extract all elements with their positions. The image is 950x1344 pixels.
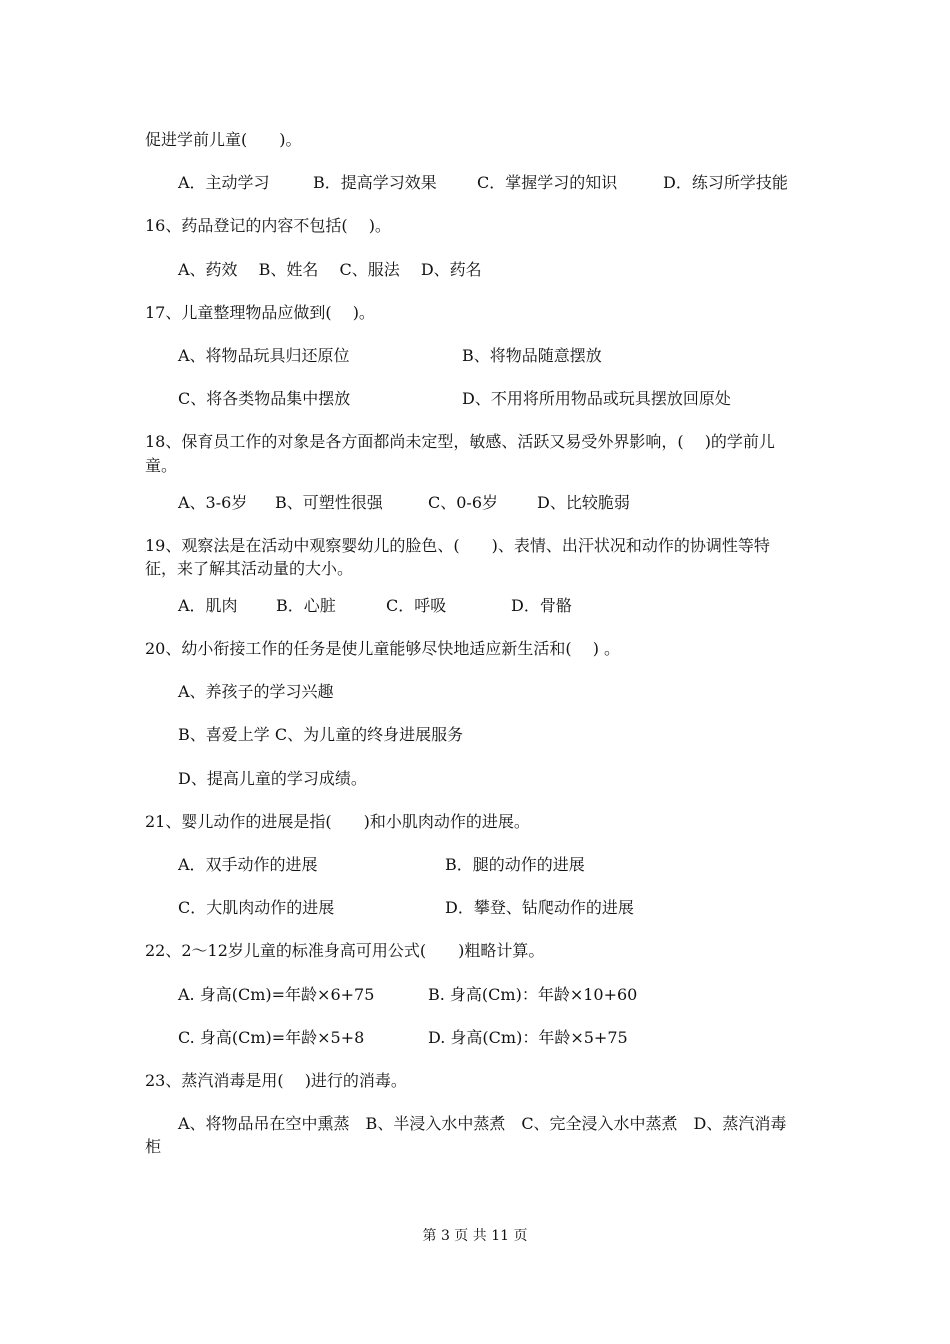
question-23 bbox=[145, 1059, 815, 1102]
question-16-options bbox=[145, 248, 815, 291]
question-21 bbox=[145, 800, 815, 843]
question-21-options-row-1 bbox=[145, 843, 815, 886]
question-text: 21、婴儿动作的进展是指( )和小肌肉动作的进展。 bbox=[145, 811, 530, 831]
options-text: D、提高儿童的学习成绩。 bbox=[178, 768, 367, 788]
option-d: D、不用将所用物品或玩具摆放回原处 bbox=[462, 389, 731, 409]
option-a: A、将物品玩具归还原位 bbox=[178, 345, 350, 365]
question-18-options bbox=[145, 481, 815, 524]
option-b: B．心脏 bbox=[276, 595, 336, 615]
question-21-options-row-2 bbox=[145, 886, 815, 929]
option-c: C．掌握学习的知识 bbox=[477, 173, 618, 193]
options-text: A、药效 B、姓名 C、服法 D、药名 bbox=[178, 259, 482, 279]
options-text: A、将物品吊在空中熏蒸 B、半浸入水中蒸煮 C、完全浸入水中蒸煮 D、蒸汽消毒 bbox=[178, 1114, 787, 1134]
option-c: C．呼吸 bbox=[386, 595, 447, 615]
question-20-option-d bbox=[145, 757, 815, 800]
options-text: A、养孩子的学习兴趣 bbox=[178, 682, 334, 702]
question-text: 17、儿童整理物品应做到( )。 bbox=[145, 302, 375, 322]
question-18-wrap bbox=[145, 451, 815, 481]
question-19-options bbox=[145, 584, 815, 627]
question-19-wrap bbox=[145, 554, 815, 584]
question-text: 20、幼小衔接工作的任务是使儿童能够尽快地适应新生活和( ) 。 bbox=[145, 639, 621, 659]
question-text: 促进学前儿童( )。 bbox=[145, 130, 302, 149]
option-a: A．肌肉 bbox=[178, 595, 238, 615]
option-a: A. 身高(Cm)=年龄×6+75 bbox=[178, 984, 375, 1004]
option-d: D. 身高(Cm)：年龄×5+75 bbox=[428, 1027, 628, 1047]
question-15-options bbox=[145, 161, 815, 204]
page-footer: 第 3 页 共 11 页 bbox=[422, 1228, 528, 1244]
option-d: D．攀登、钻爬动作的进展 bbox=[445, 898, 634, 918]
option-c: C．大肌肉动作的进展 bbox=[178, 898, 335, 918]
option-b: B、将物品随意摆放 bbox=[462, 345, 602, 365]
question-20-option-bc bbox=[145, 713, 815, 756]
question-23-wrap bbox=[145, 1132, 815, 1162]
option-c: C、0-6岁 bbox=[428, 492, 499, 512]
option-a: A、3-6岁 bbox=[178, 492, 248, 512]
option-d: D、比较脆弱 bbox=[537, 492, 630, 512]
options-text: 柜 bbox=[145, 1137, 162, 1157]
options-text: B、喜爱上学 C、为儿童的终身进展服务 bbox=[178, 725, 464, 745]
question-15-continuation bbox=[145, 118, 815, 161]
option-a: A．双手动作的进展 bbox=[178, 855, 318, 874]
question-20-option-a bbox=[145, 670, 815, 713]
question-text: 22、2～12岁儿童的标准身高可用公式( )粗略计算。 bbox=[145, 941, 545, 961]
option-d: D．骨骼 bbox=[511, 595, 572, 615]
question-text: 23、蒸汽消毒是用( )进行的消毒。 bbox=[145, 1070, 407, 1090]
question-text: 征，来了解其活动量的大小。 bbox=[145, 558, 354, 578]
question-text: 18、保育员工作的对象是各方面都尚未定型，敏感、活跃又易受外界影响，( )的学前儿 bbox=[145, 432, 775, 452]
option-b: B、可塑性很强 bbox=[275, 492, 383, 512]
question-20 bbox=[145, 627, 815, 670]
question-text: 19、观察法是在活动中观察婴幼儿的脸色、( )、表情、出汗状况和动作的协调性等特 bbox=[145, 535, 770, 555]
question-16 bbox=[145, 204, 815, 247]
option-c: C. 身高(Cm)=年龄×5+8 bbox=[178, 1027, 365, 1047]
question-text: 16、药品登记的内容不包括( )。 bbox=[145, 216, 391, 236]
option-b: B．提高学习效果 bbox=[313, 173, 437, 193]
question-17-options-row-2 bbox=[145, 377, 815, 420]
question-22-options-row-1 bbox=[145, 973, 815, 1016]
question-17-options-row-1 bbox=[145, 334, 815, 377]
option-b: B. 身高(Cm)：年龄×10+60 bbox=[428, 984, 638, 1004]
question-content bbox=[145, 118, 815, 1162]
option-a: A．主动学习 bbox=[178, 173, 270, 193]
option-b: B．腿的动作的进展 bbox=[445, 855, 585, 874]
question-17 bbox=[145, 291, 815, 334]
question-text: 童。 bbox=[145, 455, 178, 475]
option-d: D．练习所学技能 bbox=[663, 173, 788, 193]
option-c: C、将各类物品集中摆放 bbox=[178, 389, 351, 409]
question-22-options-row-2 bbox=[145, 1016, 815, 1059]
question-22 bbox=[145, 929, 815, 972]
